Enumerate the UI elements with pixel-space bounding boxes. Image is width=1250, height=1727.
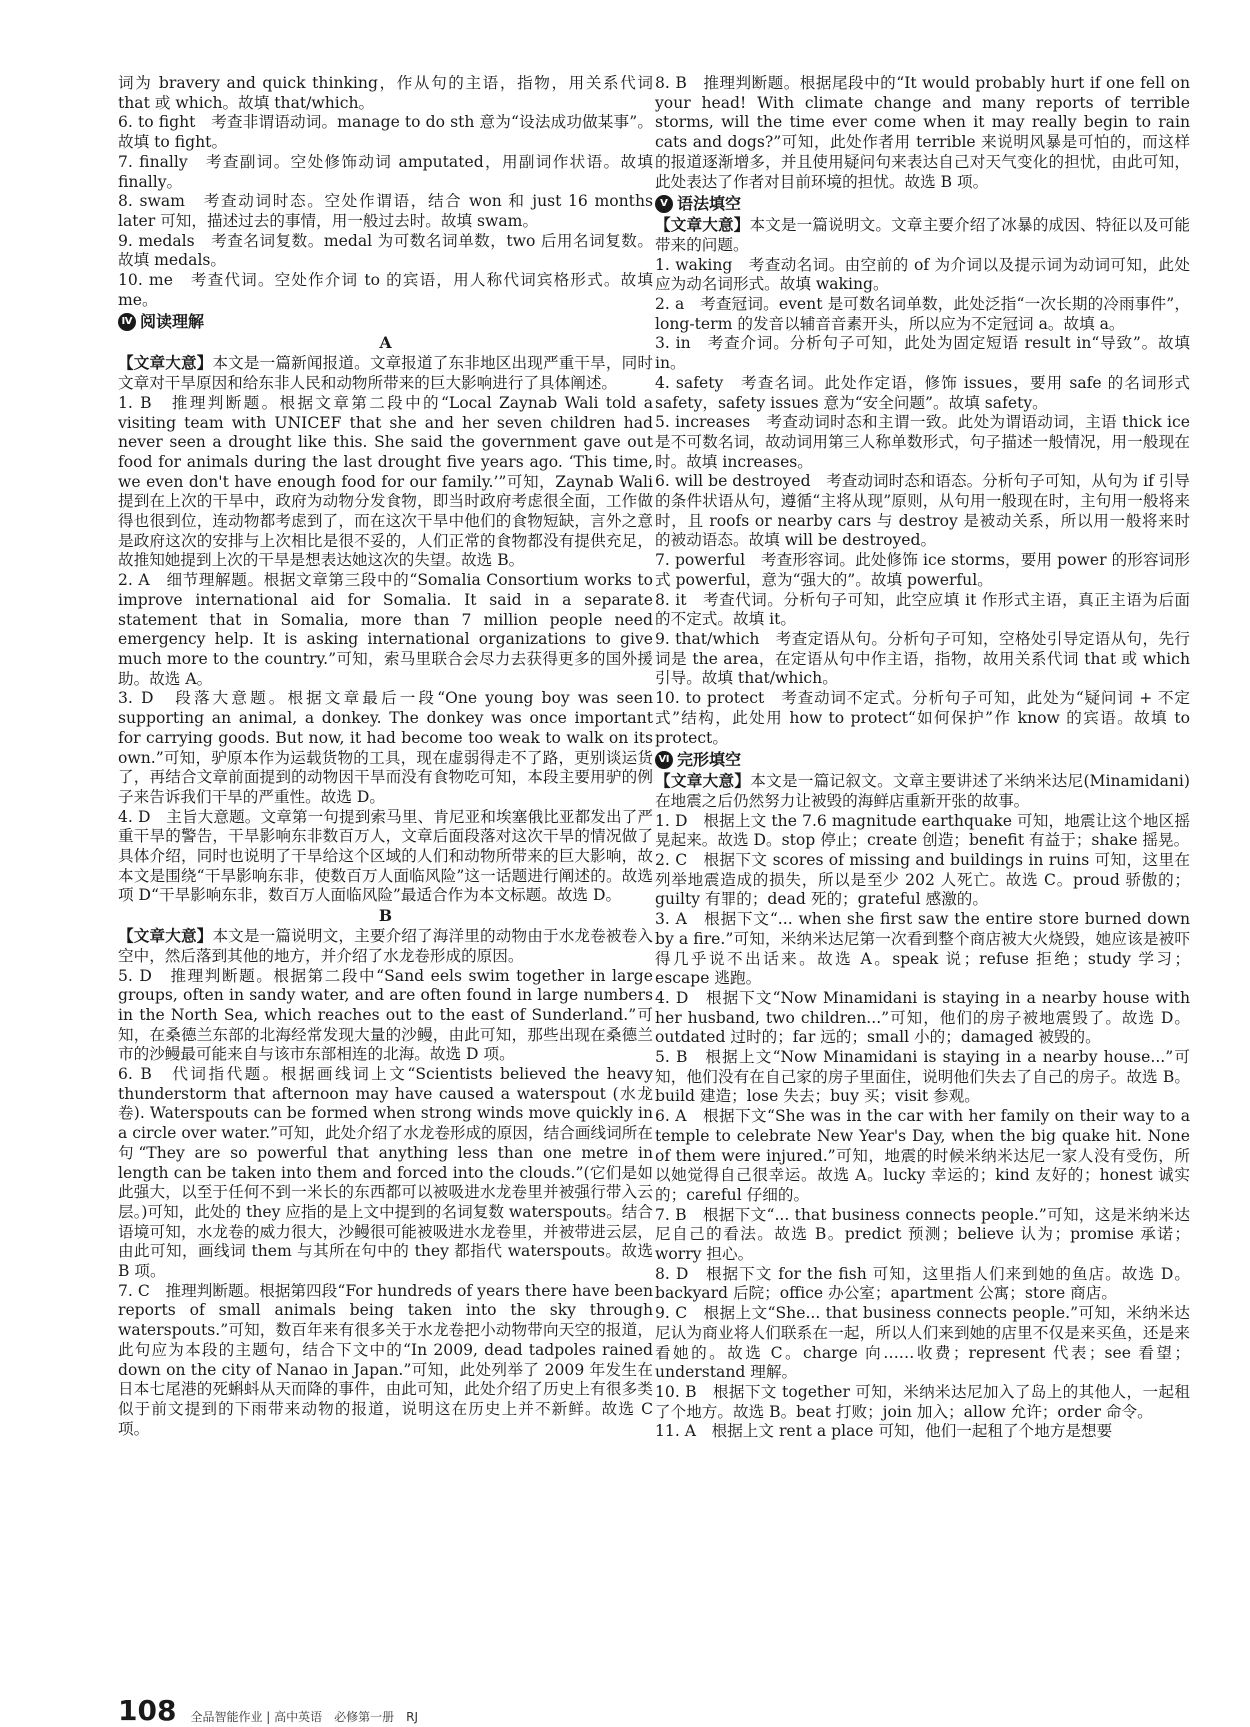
answer-paragraph: 词为 bravery and quick thinking，作从句的主语，指物，用关系代词 that 或 which。故填 that/which。 xyxy=(118,74,653,112)
answer-paragraph: 8. B 推理判断题。根据尾段中的“It would probably hurt if one fell on your head! With climate change and many reports of terrible storms, will the time ever come when it may really begin to rain cats and dogs?”可知，此处作者用 terrible 来说明风暴是可怕的，而这样的报道逐渐增多，并且使用疑问句来表达自己对天气变化的担忧，由此可知，此处表达了作者对目前环境的担忧。故选 B 项。 xyxy=(655,74,1190,191)
summary-paragraph xyxy=(655,215,1190,255)
answer-paragraph: 10. to protect 考查动词不定式。分析句子可知，此处为“疑问词 + 不定式”结构，此处用 how to protect“如何保护”作 know 的宾语。故填 to protect。 xyxy=(655,689,1190,747)
answer-paragraph: 1. D 根据上文 the 7.6 magnitude earthquake 可知，地震让这个地区摇晃起来。故选 D。stop 停止；create 创造；benefit 有益于；shake 摇晃。 xyxy=(655,811,1190,850)
answer-paragraph: 7. powerful 考查形容词。此处修饰 ice storms，要用 power 的形容词形式 powerful，意为“强大的”。故填 powerful。 xyxy=(655,551,1190,589)
summary-text: 本文是一篇说明文。文章主要介绍了冰暴的成因、特征以及可能带来的问题。 xyxy=(655,216,1190,254)
answer-paragraph: 6. will be destroyed 考查动词时态和语态。分析句子可知，从句为 if 引导的条件状语从句，遵循“主将从现”原则，从句用一般现在时，主句用一般将来时，且 roofs or nearby cars 与 destroy 是被动关系，所以用一般将来时的被动语态。故填 will be destroyed。 xyxy=(655,472,1190,550)
summary-tag: 【文章大意】 xyxy=(118,353,213,373)
section-number-icon: Ⅴ xyxy=(655,195,673,213)
section-title: 完形填空 xyxy=(677,750,742,770)
answer-paragraph: 4. D 主旨大意题。文章第一句提到索马里、肯尼亚和埃塞俄比亚都发出了严重干旱的警告，干旱影响东非数百万人，文章后面段落对这次干旱的情况做了具体介绍，同时也说明了干旱给这个区域的人们和动物所带来的巨大影响，故本文是围绕“干旱影响东非，使数百万人面临风险”这一话题进行阐述的。故选项 D“干旱影响东非，数百万人面临风险”最适合作为本文标题。故选 D。 xyxy=(118,807,653,905)
answer-paragraph: 6. B 代词指代题。根据画线词上文“Scientists believed the heavy thunderstorm that afternoon may have caused a waterspout (水龙卷). Waterspouts can be formed when strong winds move quickly in a circle over water.”可知，此处介绍了水龙卷形成的原因，结合画线词所在句“They are so powerful that anything less than one metre in length can be taken into them and forced into the clouds.”(它们是如此强大，以至于任何不到一米长的东西都可以被吸进水龙卷里并被强行带入云层。)可知，此处的 they 应指的是上文中提到的名词复数 waterspouts。结合语境可知，水龙卷的威力很大，沙鳗很可能被吸进水龙卷里，并被带进云层，由此可知，画线词 them 与其所在句中的 they 都指代 waterspouts。故选 B 项。 xyxy=(118,1065,653,1281)
summary-paragraph xyxy=(118,353,653,393)
answer-paragraph: 7. finally 考查副词。空处修饰动词 amputated，用副词作状语。故填 finally。 xyxy=(118,152,653,191)
answer-paragraph: 9. that/which 考查定语从句。分析句子可知，空格处引导定语从句，先行词是 the area，在定语从句中作主语，指物，故用关系代词 that 或 which 引导。故填 that/which。 xyxy=(655,629,1190,688)
answer-paragraph: 8. D 根据下文 for the fish 可知，这里指人们来到她的鱼店。故选 D。backyard 后院；office 办公室；apartment 公寓；store 商店。 xyxy=(655,1264,1190,1303)
section-number-icon: Ⅳ xyxy=(118,313,136,331)
summary-tag: 【文章大意】 xyxy=(655,215,750,235)
answer-paragraph: 10. B 根据下文 together 可知，米纳米达尼加入了岛上的其他人，一起租了个地方。故选 B。beat 打败；join 加入；allow 允许；order 命令。 xyxy=(655,1383,1190,1421)
section-title: 阅读理解 xyxy=(140,312,205,332)
summary-paragraph xyxy=(118,926,653,966)
answer-paragraph: 11. A 根据上文 rent a place 可知，他们一起租了个地方是想要 xyxy=(655,1422,1113,1441)
answer-paragraph: 5. increases 考查动词时态和主谓一致。此处为谓语动词，主语 thick ice 是不可数名词，故动词用第三人称单数形式，句子描述一般情况，用一般现在时。故填 increases。 xyxy=(655,413,1190,471)
part-label-b: B xyxy=(378,906,393,926)
answer-paragraph: 5. B 根据上文“Now Minamidani is staying in a nearby house...”可知，他们没有在自己家的房子里面住，说明他们失去了自己的房子。故选 B。build 建造；lose 失去；buy 买；visit 参观。 xyxy=(655,1048,1190,1106)
left-column xyxy=(118,74,653,1439)
summary-text: 本文是一篇新闻报道。文章报道了东非地区出现严重干旱，同时文章对干旱原因和给东非人民和动物所带来的巨大影响进行了具体阐述。 xyxy=(118,354,653,393)
answer-paragraph: 8. it 考查代词。分析句子可知，此空应填 it 作形式主语，真正主语为后面的不定式。故填 it。 xyxy=(655,590,1190,629)
summary-tag: 【文章大意】 xyxy=(655,771,751,791)
answer-paragraph: 8. swam 考查动词时态。空处作谓语，结合 won 和 just 16 months later 可知，描述过去的事情，用一般过去时。故填 swam。 xyxy=(118,192,653,230)
answer-paragraph: 2. A 细节理解题。根据文章第三段中的“Somalia Consortium works to improve international aid for Somalia. It said in a separate statement that in Somalia, more than 7 million people need emergency help. It is asking international organizations to give much more to the country.”可知，索马里联合会尽力去获得更多的国外援助。故选 A。 xyxy=(118,571,653,688)
answer-paragraph: 2. a 考查冠词。event 是可数名词单数，此处泛指“一次长期的冷雨事件”，long-term 的发音以辅音音素开头，所以应为不定冠词 a。故填 a。 xyxy=(655,295,1190,333)
answer-paragraph: 4. safety 考查名词。此处作定语，修饰 issues，要用 safe 的名词形式 safety，safety issues 意为“安全问题”。故填 safety。 xyxy=(655,373,1190,412)
answer-paragraph: 3. D 段落大意题。根据文章最后一段“One young boy was seen supporting an animal, a donkey. The donkey was once important for carrying goods. But now, it had become too weak to walk on its own.”可知，驴原本作为运载货物的工具，现在虚弱得走不了路，更别谈运货了，再结合文章前面提到的动物因干旱而没有食物吃可知，本段主要用驴的例子来告诉我们干旱的严重性。故选 D。 xyxy=(118,689,653,806)
answer-paragraph: 6. to fight 考查非谓语动词。manage to do sth 意为“设法成功做某事”。故填 to fight。 xyxy=(118,113,653,152)
answer-paragraph: 9. medals 考查名词复数。medal 为可数名词单数，two 后用名词复数。故填 medals。 xyxy=(118,231,653,270)
answer-paragraph: 1. B 推理判断题。根据文章第二段中的“Local Zaynab Wali told a visiting team with UNICEF that she and her seven children had never seen a drought like this. She said the government gave out food for animals during the last drought five years ago. ‘This time, we even don't have enough food for our family.’”可知，Zaynab Wali 提到在上次的干旱中，政府为动物分发食物，即当时政府考虑很全面，工作做得也很到位，连动物都考虑到了，而在这次干旱中他们的食物短缺，言外之意是政府这次的安排与上次相比是很不妥的，人们正常的食物都没有提供充足，故推知她提到上次的干旱是想表达她这次的失望。故选 B。 xyxy=(118,393,653,570)
answer-paragraph: 9. C 根据上文“She... that business connects people.”可知，米纳米达尼认为商业将人们联系在一起，所以人们来到她的店里不仅是来买鱼，还是来看她的。故选 C。charge 向……收费；represent 代表；see 看望；understand 理解。 xyxy=(655,1304,1190,1382)
answer-paragraph: 7. B 根据下文“... that business connects people.”可知，这是米纳米达尼自己的看法。故选 B。predict 预测；believe 认为；promise 承诺；worry 担心。 xyxy=(655,1205,1190,1264)
summary-paragraph xyxy=(655,771,1190,811)
answer-paragraph: 3. A 根据下文“... when she first saw the entire store burned down by a fire.”可知，米纳米达尼第一次看到整个商店被大火烧毁，她应该是被吓得几乎说不出话来。故选 A。speak 说；refuse 拒绝；study 学习；escape 逃跑。 xyxy=(655,910,1190,988)
answer-paragraph: 10. me 考查代词。空处作介词 to 的宾语，用人称代词宾格形式。故填 me。 xyxy=(118,271,653,309)
page-footer xyxy=(118,1694,419,1727)
section-number-icon: Ⅵ xyxy=(655,751,673,769)
section-title: 语法填空 xyxy=(677,194,742,214)
page-number: 108 xyxy=(118,1694,177,1727)
section-heading-reading xyxy=(118,311,653,332)
answer-paragraph: 4. D 根据下文“Now Minamidani is staying in a nearby house with her husband, two children...”可知，他们的房子被地震毁了。故选 D。outdated 过时的；far 远的；small 小的；damaged 被毁的。 xyxy=(655,988,1190,1047)
section-heading-grammar xyxy=(655,193,1190,214)
answer-paragraph: 7. C 推理判断题。根据第四段“For hundreds of years there have been reports of small animals being taken into the sky through waterspouts.”可知，数百年来有很多关于水龙卷把小动物带向天空的报道，此句应为本段的主题句，结合下文中的“In 2009, dead tadpoles rained down on the city of Nanao in Japan.”可知，此处列举了 2009 年发生在日本七尾港的死蝌蚪从天而降的事件，由此可知，此处介绍了历史上有很多类似于前文提到的下雨带来动物的报道，说明这在历史上并不新鲜。故选 C 项。 xyxy=(118,1281,653,1438)
answer-paragraph: 3. in 考查介词。分析句子可知，此处为固定短语 result in“导致”。故填 in。 xyxy=(655,334,1190,373)
answer-paragraph: 5. D 推理判断题。根据第二段中“Sand eels swim together in large groups, often in sandy water, and are often found in large numbers in the North Sea, which reaches out to the east of Sunderland.”可知，在桑德兰东部的北海经常发现大量的沙鳗，由此可知，那些出现在桑德兰市的沙鳗最可能来自与该市东部相连的北海。故选 D 项。 xyxy=(118,966,653,1064)
part-label-a: A xyxy=(379,333,392,353)
right-column xyxy=(655,74,1190,1442)
answer-paragraph: 1. waking 考查动名词。由空前的 of 为介词以及提示词为动词可知，此处应为动名词形式。故填 waking。 xyxy=(655,255,1190,294)
summary-text: 本文是一篇说明文，主要介绍了海洋里的动物由于水龙卷被卷入空中，然后落到其他的地方，并介绍了水龙卷形成的原因。 xyxy=(118,927,653,965)
book-title: 全品智能作业 | 高中英语 必修第一册 RJ xyxy=(190,1710,419,1724)
summary-tag: 【文章大意】 xyxy=(118,926,213,946)
answer-paragraph: 2. C 根据下文 scores of missing and buildings in ruins 可知，这里在列举地震造成的损失，所以是至少 202 人死亡。故选 C。proud 骄傲的；guilty 有罪的；dead 死的；grateful 感激的。 xyxy=(655,851,1190,909)
answer-paragraph: 6. A 根据下文“She was in the car with her family on their way to a temple to celebrate New Year's Day, when the big quake hit. None of them were injured.”可知，地震的时候米纳米达尼一家人没有受伤，所以她觉得自己很幸运。故选 A。lucky 幸运的；kind 友好的；honest 诚实的；careful 仔细的。 xyxy=(655,1107,1190,1204)
summary-text: 本文是一篇记叙文。文章主要讲述了米纳米达尼(Minamidani)在地震之后仍然努力让被毁的海鲜店重新开张的故事。 xyxy=(655,772,1190,810)
section-heading-cloze xyxy=(655,749,1190,770)
